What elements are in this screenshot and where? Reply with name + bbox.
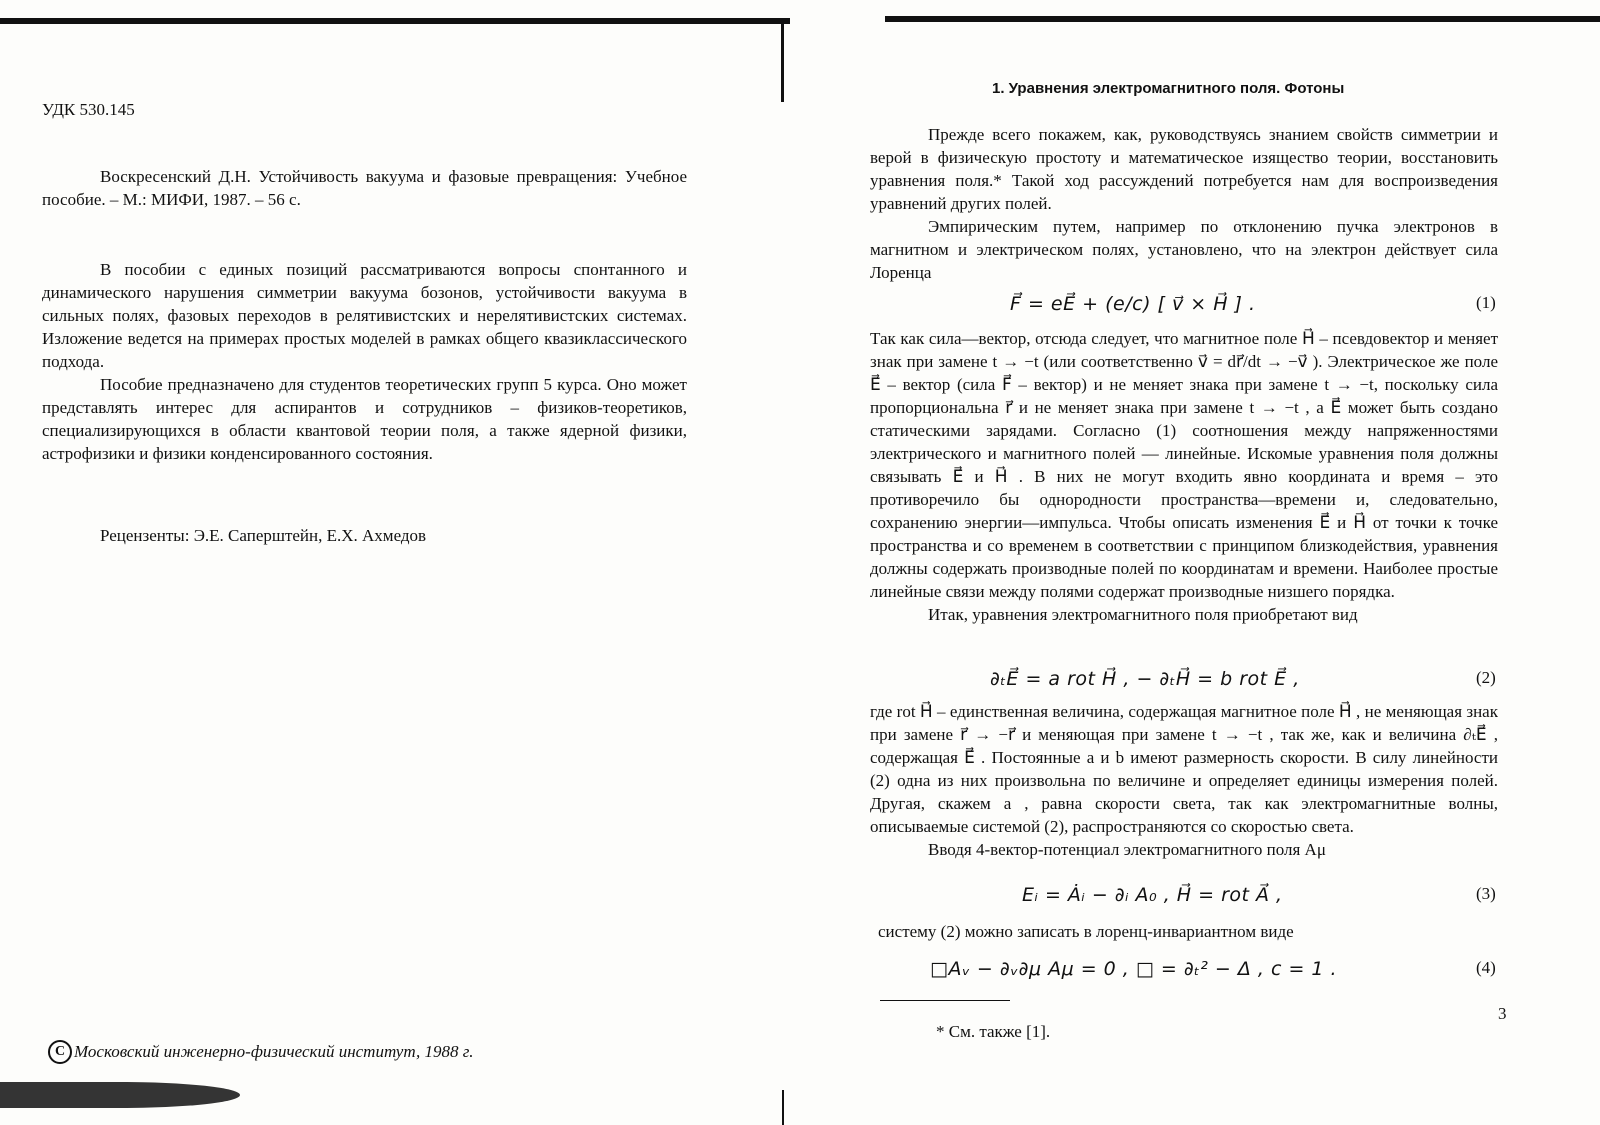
page-number: 3 [1498, 1004, 1507, 1023]
citation [42, 165, 687, 211]
equation-3-number: (3) [1476, 884, 1496, 903]
paragraph-4-text: Итак, уравнения электромагнитного поля приобретают вид [928, 605, 1358, 624]
paragraph-5-text: где rot H⃗ – единственная величина, содержащая магнитное поле H⃗ , не меняющая знак при замене r⃗ → −r⃗ и меняющая при замене t → −t , так же, как и величина ∂ₜE⃗ , содержащая E⃗ . Постоянные a и b имеют размерность скорости. В силу линейности (2) одна из них произвольна по величине и определяет единицы измерения полей. Другая, скажем a , равна скорости света, так как электромагнитные волны, описываемые системой (2), распространяются со скоростью света. [870, 702, 1498, 836]
equation-2: ∂ₜE⃗ = a rot H⃗ , − ∂ₜH⃗ = b rot E⃗ , [990, 668, 1300, 690]
footnote-rule [880, 1000, 1010, 1001]
paragraph-2-text: Эмпирическим путем, например по отклонению пучка электронов в магнитном и электрическом полях, установлено, что на электрон действует сила Лоренца [870, 217, 1498, 282]
equation-4-number: (4) [1476, 958, 1496, 977]
paragraph-7-text: систему (2) можно записать в лоренц-инвариантном виде [878, 922, 1294, 941]
paragraph-5 [870, 700, 1498, 861]
copyright-text: Московский инженерно-физический институт, 1988 г. [74, 1042, 474, 1061]
left-page [0, 0, 790, 1125]
paragraph-1-text: Прежде всего покажем, как, руководствуясь знанием свойств симметрии и верой в физическую простоту и математическое изящество теории, восстановить уравнения поля.* Такой ход рассуждений потребуется нам для воспроизведения уравнений других полей. [870, 125, 1498, 213]
equation-4: □Aᵥ − ∂ᵥ∂μ Aμ = 0 , □ = ∂ₜ² − Δ , c = 1 . [930, 958, 1338, 980]
reviewers: Рецензенты: Э.Е. Саперштейн, Е.Х. Ахмедов [100, 526, 427, 545]
paragraph-1 [870, 123, 1498, 284]
paragraph-3-text: Так как сила—вектор, отсюда следует, что магнитное поле H⃗ – псевдовектор и меняет знак при замене t → −t (или соответственно v⃗ = dr⃗/dt → −v⃗ ). Электрическое же поле E⃗ – вектор (сила F⃗ – вектор) и не меняет знака при замене t → −t, поскольку сила пропорциональна r⃗ и не меняет знака при замене t → −t , а E⃗ может быть создано статическими зарядами. Согласно (1) соотношения между напряженностями электрического и магнитного полей — линейные. Искомые уравнения поля должны связывать E⃗ и H⃗ . В них не могут входить явно координата и время – это противоречило бы однородности пространства—времени и, следовательно, сохранению энергии—импульса. Чтобы описать изменения E⃗ и H⃗ от точки к точке пространства и со временем в соответствии с принципом близкодействия, уравнения должны содержать производные полей по координатам и времени. Наиболее простые линейные связи между полями содержат производные низшего порядка. [870, 329, 1498, 601]
paragraph-6-text: Вводя 4-вектор-потенциал электромагнитного поля Aμ [928, 840, 1326, 859]
udk-code: УДК 530.145 [42, 100, 135, 119]
citation-text: Воскресенский Д.Н. Устойчивость вакуума и фазовые превращения: Учебное пособие. – М.: МИФИ, 1987. – 56 с. [42, 167, 687, 209]
copyright-icon: C [48, 1040, 72, 1064]
section-heading: 1. Уравнения электромагнитного поля. Фотоны [992, 80, 1345, 97]
abstract-paragraph-2: Пособие предназначено для студентов теоретических групп 5 курса. Оно может представлять интерес для аспирантов и сотрудников – физиков-теоретиков, специализирующихся в области квантовой теории поля, а также ядерной физики, астрофизики и физики конденсированного состояния. [42, 375, 687, 463]
equation-2-number: (2) [1476, 668, 1496, 687]
copyright [48, 1040, 473, 1064]
abstract [42, 258, 687, 465]
footnote: * См. также [1]. [936, 1022, 1051, 1041]
equation-1: F⃗ = eE⃗ + (e/c) [ v⃗ × H⃗ ] . [1010, 293, 1256, 315]
equation-1-number: (1) [1476, 293, 1496, 312]
right-page [790, 0, 1600, 1125]
paragraph-7 [878, 920, 1498, 943]
abstract-paragraph-1: В пособии с единых позиций рассматриваются вопросы спонтанного и динамического нарушения симметрии вакуума бозонов, устойчивости вакуума в сильных полях, фазовых переходов в релятивистских и нерелятивистских системах. Изложение ведется на примерах простых моделей в рамках общего квазиклассического подхода. [42, 260, 687, 371]
equation-3: Eᵢ = Ȧᵢ − ∂ᵢ A₀ , H⃗ = rot A⃗ , [1022, 884, 1283, 906]
paragraph-3 [870, 327, 1498, 626]
